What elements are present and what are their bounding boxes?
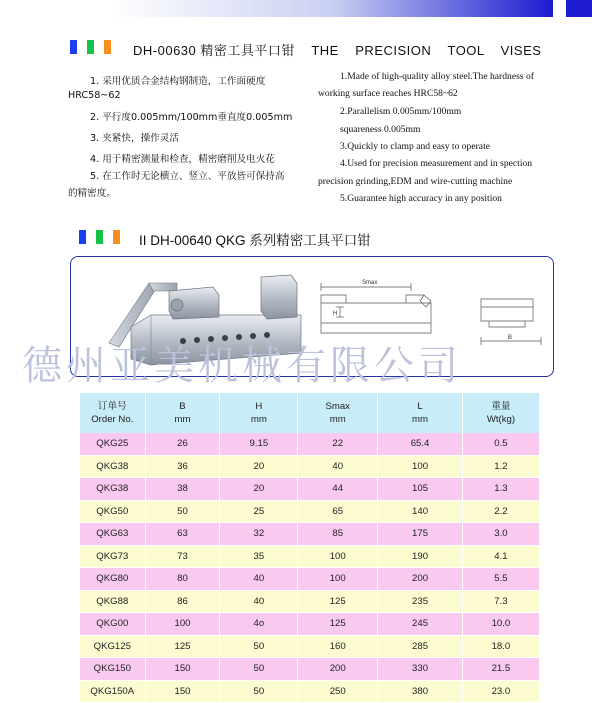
table-row: QKG50 50 25 65 140 2.2 [80,500,540,523]
feature-en-4: 4.Used for precision measurement and in spection [340,158,533,169]
feature-cn-4: 4. 用于精密测量和检查，精密磨削及电火花 [90,154,275,165]
feature-en-1b: working surface reaches HRC58~62 [318,88,458,99]
table-row: QKG63 63 32 85 175 3.0 [80,523,540,546]
feature-cn-1: 1. 采用优质合金结构钢制造，工作面硬度 [90,76,266,87]
table-row: QKG80 80 40 100 200 5.5 [80,568,540,591]
table-row: QKG125 125 50 160 285 18.0 [80,635,540,658]
feature-en-5: 5.Guarantee high accuracy in any position [340,193,502,204]
col-order-no: 订单号 Order No. [80,393,145,433]
b-label: B [508,335,513,341]
h-label: H [333,311,338,317]
spec-table [80,393,540,703]
feature-cn-5b: 的精密度。 [68,188,116,199]
col-smax: Smax mm [298,393,378,433]
col-weight: 重量 Wt(kg) [462,393,539,433]
company-watermark: 德州亚美机械有限公司 [22,343,462,389]
feature-cn-5: 5. 在工作时无论横立、竖立、平放皆可保持高 [90,171,285,182]
smax-label: Smax [362,280,378,286]
bullet-square-orange [104,40,111,54]
table-row: QKG73 73 35 100 190 4.1 [80,545,540,568]
feature-en-2b: squareness 0.005mm [340,124,421,135]
section-title-dh00630: DH-00630 精密工具平口钳 THE PRECISION TOOL VISES [133,43,542,58]
bullet-square-green [87,40,94,54]
col-b: B mm [145,393,220,433]
table-row: QKG25 26 9.15 22 65.4 0.5 [80,433,540,455]
top-bar-left [0,0,553,17]
col-l: L mm [378,393,463,433]
col-h: H mm [220,393,298,433]
feature-en-2: 2.Parallelism 0.005mm/100mm [340,106,462,117]
table-row: QKG38 38 20 44 105 1.3 [80,478,540,501]
table-row: QKG150 150 50 200 330 21.5 [80,658,540,681]
table-header-row [80,393,540,433]
top-bar-right-block [566,0,592,17]
feature-cn-1b: HRC58~62 [68,90,121,101]
bullet-square-green-2 [96,230,103,244]
feature-cn-3: 3. 夹紧快，操作灵活 [90,133,179,144]
feature-cn-2: 2. 平行度0.005mm/100mm垂直度0.005mm [90,112,293,123]
table-row: QKG150A 150 50 250 380 23.0 [80,680,540,703]
bullet-square-blue-2 [79,230,86,244]
table-row: QKG00 100 4o 125 245 10.0 [80,613,540,636]
bullet-square-orange-2 [113,230,120,244]
section-title-dh00640: II DH-00640 QKG 系列精密工具平口钳 [139,233,371,248]
bullet-square-blue [70,40,77,54]
top-bar [0,0,592,18]
feature-en-3: 3.Quickly to clamp and easy to operate [340,141,490,152]
feature-en-4b: precision grinding,EDM and wire-cutting machine [318,176,513,187]
table-row: QKG38 36 20 40 100 1.2 [80,455,540,478]
table-row: QKG88 86 40 125 235 7.3 [80,590,540,613]
feature-en-1: 1.Made of high-quality alloy steel.The hardness of [340,71,534,82]
